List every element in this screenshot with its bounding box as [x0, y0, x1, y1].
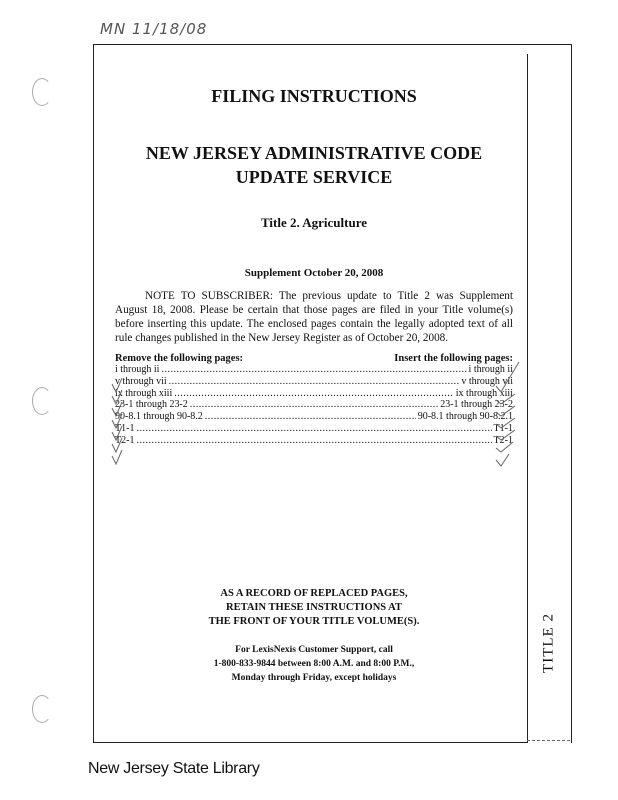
table-row [115, 435, 513, 447]
table-row [115, 423, 513, 435]
leader-dots [169, 376, 460, 388]
code-title [115, 141, 513, 189]
leader-dots [136, 423, 491, 435]
title-tab [534, 588, 564, 698]
record-line1: AS A RECORD OF REPLACED PAGES, [220, 587, 408, 599]
page-table [115, 353, 513, 447]
tab-bottom-border [527, 740, 570, 741]
table-header [115, 353, 513, 364]
punch-hole-top [32, 78, 52, 106]
insert-pages: v through vii [461, 375, 513, 387]
heading: FILING INSTRUCTIONS [211, 86, 417, 106]
document-content [115, 80, 513, 685]
supplement-date: Supplement October 20, 2008 [244, 267, 384, 279]
leader-dots [205, 411, 416, 423]
insert-pages: T2-1 [493, 434, 513, 446]
leader-dots [136, 435, 491, 447]
right-checkmarks-icon [492, 360, 532, 472]
record-line3: THE FRONT OF YOUR TITLE VOLUME(S). [208, 615, 420, 627]
handwritten-note: MN 11/18/08 [100, 20, 208, 38]
record-line2: RETAIN THESE INSTRUCTIONS AT [226, 601, 402, 613]
insert-pages: i through ii [468, 364, 513, 375]
table-row [115, 399, 513, 411]
insert-pages: T1-1 [493, 422, 513, 434]
remove-pages: i through ii [115, 364, 160, 375]
support-line1: For LexisNexis Customer Support, call [235, 644, 393, 655]
page-bottom-border [93, 742, 528, 743]
insert-pages: 90-8.1 through 90-8.2.1 [417, 411, 513, 423]
library-stamp: New Jersey State Library [88, 760, 260, 777]
support-line2: 1-800-833-9844 between 8:00 A.M. and 8:00 P.M., [213, 658, 415, 669]
title-name: Title 2. Agriculture [260, 215, 368, 230]
table-row [115, 364, 513, 376]
remove-pages: T2-1 [115, 434, 135, 446]
leader-dots [161, 364, 466, 376]
leader-dots [174, 388, 454, 400]
record-notice [115, 587, 513, 629]
insert-pages: ix through xiii [455, 387, 513, 399]
remove-pages: T1-1 [115, 422, 135, 434]
table-row [115, 388, 513, 400]
table-row [115, 411, 513, 423]
remove-header: Remove the following pages: [115, 353, 244, 364]
remove-pages: 23-1 through 23-2 [115, 399, 188, 411]
support-info [115, 643, 513, 685]
punch-hole-middle [32, 387, 52, 415]
remove-pages: 90-8.1 through 90-8.2 [115, 411, 203, 423]
title-tab-label: TITLE 2 [540, 613, 557, 673]
remove-pages: ix through xiii [115, 387, 173, 399]
left-checkmarks-icon [108, 376, 136, 476]
leader-dots [190, 399, 438, 411]
subscriber-note: NOTE TO SUBSCRIBER: The previous update to Title 2 was Supplement August 18, 2008. Please be certain that those pages are filed in your Title volume(s) before inserting this update. The enclosed pages contain the legally adopted text of all rule changes published in the New Jersey Register as of October 20, 2008. [115, 290, 513, 344]
insert-pages: 23-1 through 23-2 [440, 399, 513, 411]
punch-hole-bottom [32, 695, 52, 723]
code-title-line2: UPDATE SERVICE [235, 167, 393, 187]
insert-header: Insert the following pages: [394, 353, 513, 364]
code-title-line1: NEW JERSEY ADMINISTRATIVE CODE [145, 143, 483, 163]
remove-pages: v through vii [115, 375, 167, 387]
table-row [115, 376, 513, 388]
support-line3: Monday through Friday, except holidays [231, 672, 397, 683]
